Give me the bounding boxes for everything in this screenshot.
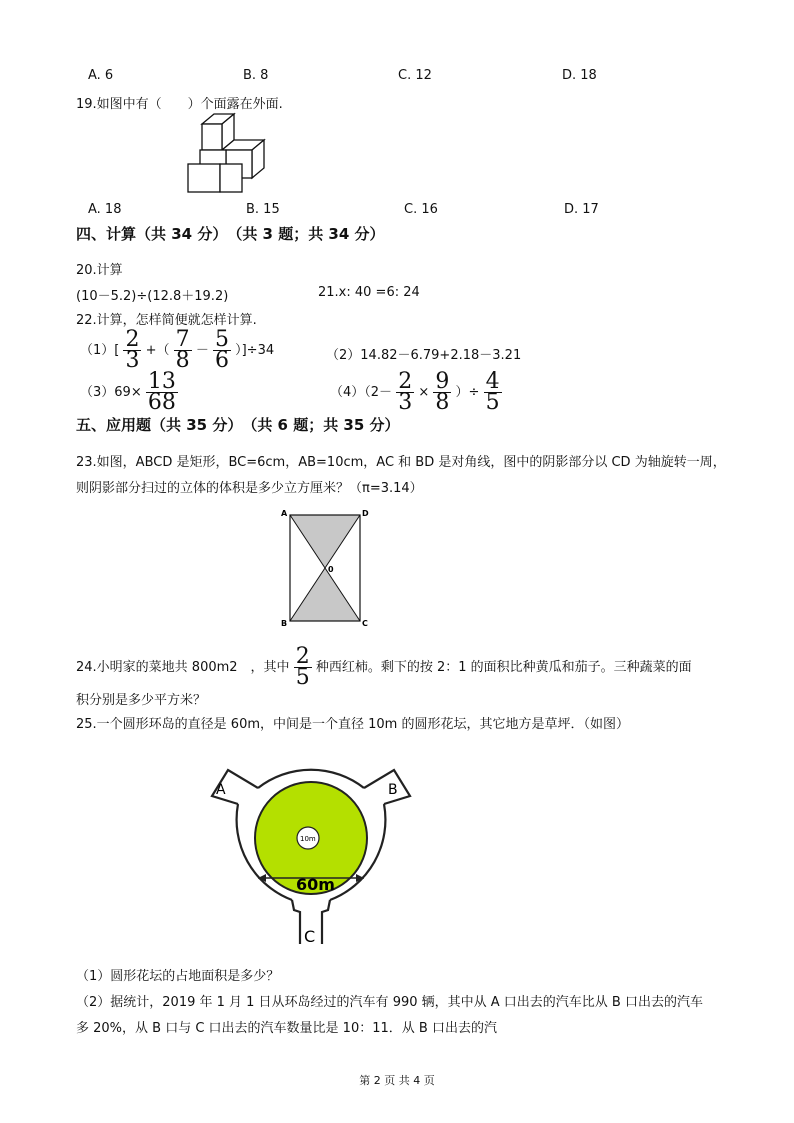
q25-part2-line2: 多 20%，从 B 口与 C 口出去的汽车数量比是 10：11．从 B 口出去的汽 bbox=[76, 1021, 497, 1036]
q21-text: 21.x: 40 =6: 24 bbox=[318, 285, 420, 300]
q25-roundabout-figure bbox=[200, 752, 420, 948]
q25-outer-label: 60m bbox=[296, 875, 335, 894]
q18-choice-b: B. 8 bbox=[243, 68, 269, 83]
q23-line1: 23.如图，ABCD 是矩形，BC=6cm，AB=10cm，AC 和 BD 是对角线，图中的阴影部分以 CD 为轴旋转一周， bbox=[76, 455, 726, 470]
q22-part3: （3）69× $\frac{13}{68}$ bbox=[80, 369, 176, 415]
q19-choice-a: A. 18 bbox=[88, 202, 122, 217]
q25-label-c: C bbox=[304, 927, 316, 946]
q19-choice-c: C. 16 bbox=[404, 202, 438, 217]
q23-label-d: D bbox=[362, 509, 369, 518]
q23-line2: 则阴影部分扫过的立体的体积是多少立方厘米？（π=3.14） bbox=[76, 481, 423, 496]
q23-label-b: B bbox=[281, 619, 288, 628]
q22-title: 22.计算，怎样简便就怎样计算. bbox=[76, 313, 257, 328]
q22-part1: （1）[ $\frac{2}{3}$ +（ $\frac{7}{8}$ － $\frac{5}{6}$ ）]÷34 bbox=[80, 327, 275, 373]
q25-text: 25.一个圆形环岛的直径是 60m，中间是一个直径 10m 的圆形花坛，其它地方是草坪．（如图） bbox=[76, 717, 629, 732]
q20-expression: (10－5.2)÷(12.8＋19.2) bbox=[76, 289, 229, 304]
q19-question: 19.如图中有（ ）个面露在外面. bbox=[76, 97, 283, 112]
q23-label-o: 0 bbox=[328, 565, 334, 574]
q25-part1: （1）圆形花坛的占地面积是多少？ bbox=[76, 969, 280, 984]
q19-choice-b: B. 15 bbox=[246, 202, 280, 217]
q25-inner-label: 10m bbox=[300, 835, 316, 843]
q19-cube-figure bbox=[186, 112, 270, 194]
q23-label-c: C bbox=[362, 619, 368, 628]
q23-shaded-top-triangle bbox=[290, 515, 360, 568]
q25-label-a: A bbox=[216, 782, 226, 798]
q22-part2: （2）14.82－6.79+2.18－3.21 bbox=[326, 348, 522, 363]
q22-part4: （4）（2－ $\frac{2}{3}$ × $\frac{9}{8}$ ）÷ $\frac{4}{5}$ bbox=[330, 369, 500, 415]
page-footer: 第 2 页 共 4 页 bbox=[359, 1074, 435, 1087]
q23-label-a: A bbox=[281, 509, 288, 518]
q25-label-b: B bbox=[388, 782, 398, 798]
q18-choice-a: A. 6 bbox=[88, 68, 114, 83]
q24-line2: 积分别是多少平方米？ bbox=[76, 693, 207, 708]
q25-part2-line1: （2）据统计，2019 年 1 月 1 日从环岛经过的汽车有 990 辆，其中从 A 口出去的汽车比从 B 口出去的汽车 bbox=[76, 995, 703, 1010]
q24-line1: 24.小明家的菜地共 800m2 ，其中 $\frac{2}{5}$ 种西红柿。剩下的按 2：1 的面积比种黄瓜和茄子。三种蔬菜的面 bbox=[76, 644, 692, 690]
q23-rectangle-figure bbox=[280, 505, 372, 629]
q23-shaded-bottom-triangle bbox=[290, 568, 360, 621]
q20-label: 20.计算 bbox=[76, 263, 123, 278]
q18-choice-c: C. 12 bbox=[398, 68, 432, 83]
section4-title: 四、计算（共 34 分） （共 3 题；共 34 分） bbox=[76, 225, 385, 243]
q19-choice-d: D. 17 bbox=[564, 202, 599, 217]
section5-title: 五、应用题（共 35 分） （共 6 题；共 35 分） bbox=[76, 416, 400, 434]
q18-choice-d: D. 18 bbox=[562, 68, 597, 83]
